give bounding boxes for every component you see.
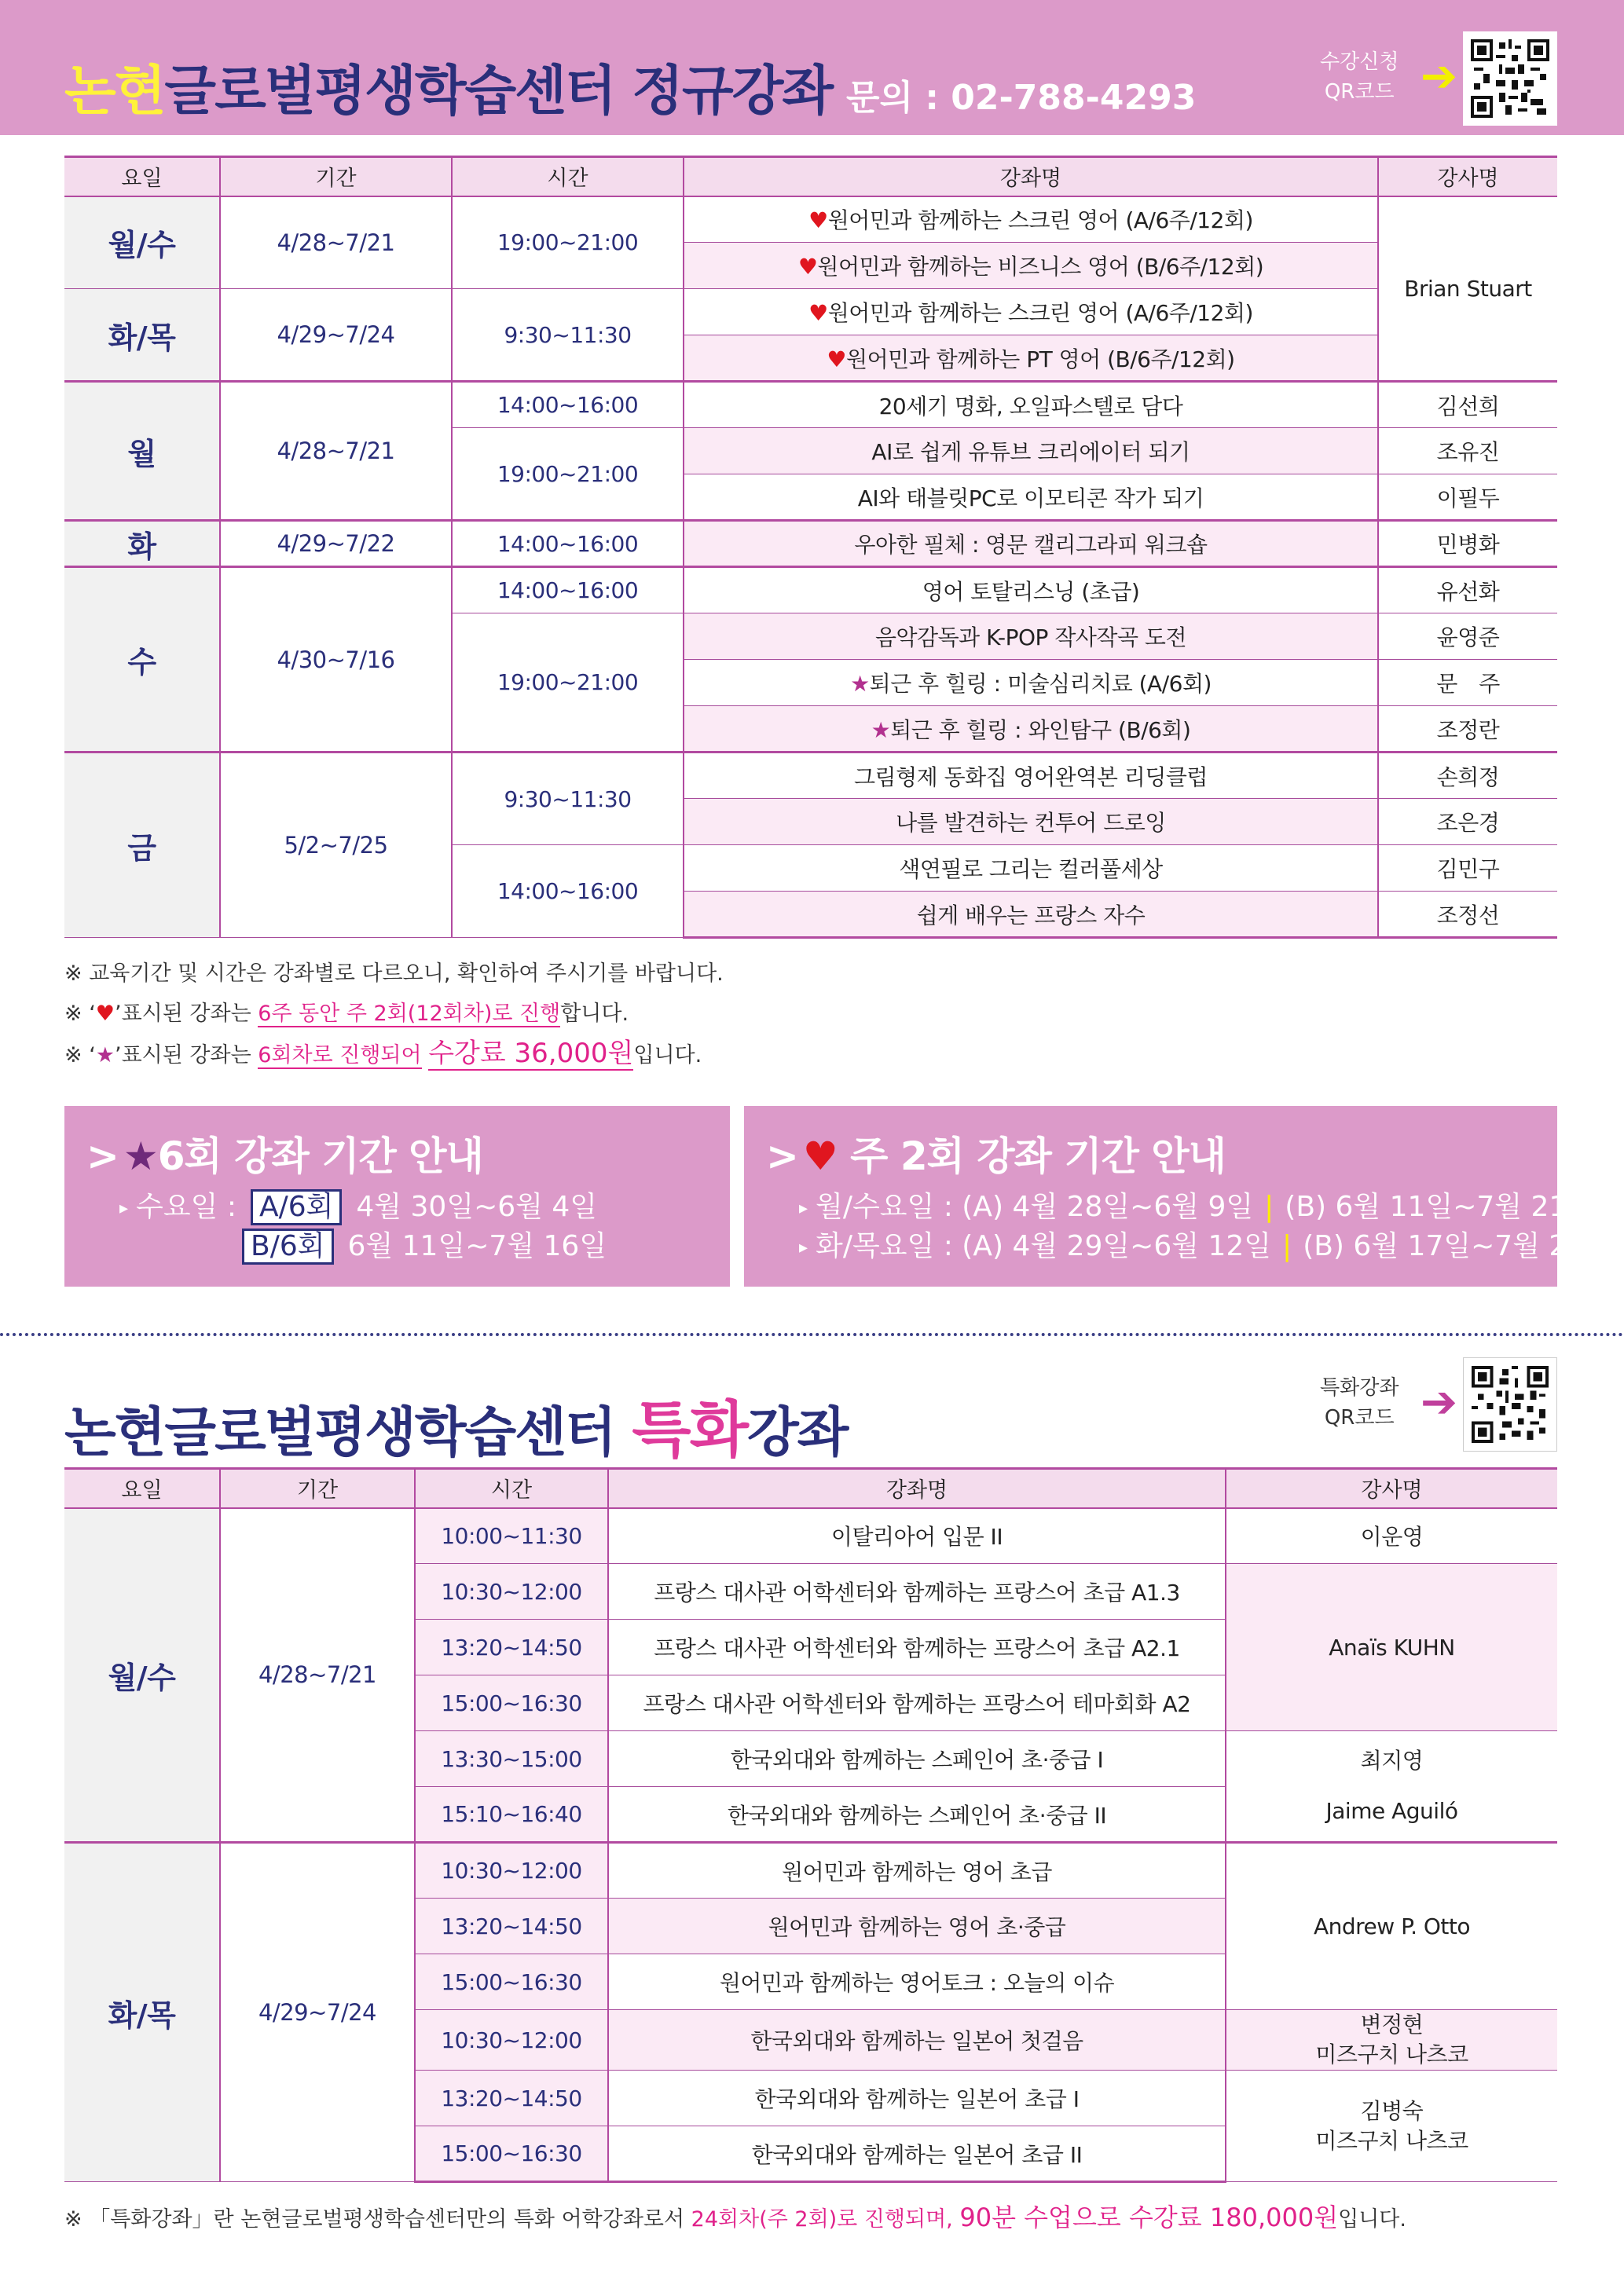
col-header-day: 요일	[64, 157, 220, 196]
course-cell: 한국외대와 함께하는 일본어 초급 II	[608, 2126, 1226, 2182]
title-rest: 글로벌평생학습센터 정규강좌	[164, 60, 833, 123]
time-cell: 14:00~16:00	[452, 567, 684, 613]
note-line: ※ 교육기간 및 시간은 강좌별로 다르오니, 확인하여 주시기를 바랍니다.	[64, 961, 724, 986]
instructor-cell: 문 주	[1378, 660, 1557, 706]
contact-phone: 문의 : 02-788-4293	[846, 78, 1197, 118]
info-title	[766, 1125, 1226, 1181]
info-line	[799, 1185, 1594, 1225]
note-text: ※ ‘	[64, 1002, 96, 1026]
period-cell: 4/29~7/24	[220, 289, 452, 382]
instructor-name: 미즈구치 나츠코	[1315, 2041, 1468, 2067]
instructor-name: 최지영	[1360, 1748, 1424, 1774]
period-cell: 4/30~7/16	[220, 567, 452, 753]
day-cell: 화/목	[64, 1843, 220, 2182]
time-cell: 15:00~16:30	[415, 1954, 608, 2010]
time-cell: 9:30~11:30	[452, 289, 684, 382]
qr-label-line-1: 특화강좌	[1320, 1376, 1399, 1400]
time-cell: 10:30~12:00	[415, 1564, 608, 1620]
course-cell: 나를 발견하는 컨투어 드로잉	[684, 799, 1378, 845]
note-text: 입니다.	[1338, 2207, 1406, 2232]
heart-icon: ♥	[827, 346, 847, 372]
qr-label-line-2: QR코드	[1324, 80, 1395, 104]
col-header-day: 요일	[64, 1469, 220, 1508]
info-range: (B) 6월 17일~7월 24일	[1303, 1230, 1612, 1262]
table-header-row	[64, 1469, 1557, 1508]
qr-label-special	[1320, 1373, 1399, 1433]
time-cell: 10:00~11:30	[415, 1508, 608, 1564]
instructor-cell: 유선화	[1378, 567, 1557, 613]
star-icon: ★	[871, 716, 891, 743]
star-icon: ★	[95, 1043, 115, 1067]
info-title-text: 6회 강좌 기간 안내	[157, 1133, 483, 1179]
regular-course-table	[64, 156, 1557, 939]
note-highlight: 24회차(주 2회)로 진행되며,	[691, 2207, 960, 2232]
course-cell: 프랑스 대사관 어학센터와 함께하는 프랑스어 초급 A1.3	[608, 1564, 1226, 1620]
course-cell: 이탈리아어 입문 II	[608, 1508, 1226, 1564]
note-fee: 90분 수업으로 수강료 180,000원	[959, 2203, 1339, 2232]
heart-icon: ♥	[802, 1133, 838, 1179]
course-cell: 프랑스 대사관 어학센터와 함께하는 프랑스어 초급 A2.1	[608, 1620, 1226, 1675]
period-cell: 4/28~7/21	[220, 196, 452, 289]
special-course-table	[64, 1467, 1557, 2183]
instructor-cell: 손희정	[1378, 753, 1557, 799]
course-cell: 색연필로 그리는 컬러풀세상	[684, 845, 1378, 892]
time-cell: 14:00~16:00	[452, 845, 684, 938]
star-icon: ★	[850, 671, 870, 697]
qr-label-registration	[1320, 47, 1399, 107]
instructor-cell: 김민구	[1378, 845, 1557, 892]
heart-icon: ♥	[808, 207, 828, 234]
star-icon: ★	[123, 1133, 158, 1179]
instructor-cell: 이필두	[1378, 474, 1557, 521]
chevron-right-icon: >	[766, 1133, 798, 1179]
course-cell: 20세기 명화, 오일파스텔로 담다	[684, 382, 1378, 428]
col-header-instructor: 강사명	[1378, 157, 1557, 196]
time-cell: 13:20~14:50	[415, 2071, 608, 2126]
chevron-right-icon: >	[86, 1133, 119, 1179]
instructor-cell: 조정란	[1378, 706, 1557, 753]
note-text: ’표시된 강좌는	[115, 1002, 258, 1026]
six-session-info-box	[64, 1106, 730, 1287]
course-cell	[684, 289, 1378, 335]
time-cell: 15:10~16:40	[415, 1787, 608, 1843]
instructor-cell: 조정선	[1378, 892, 1557, 938]
tag-b-6: B/6회	[242, 1229, 334, 1265]
period-cell: 5/2~7/25	[220, 753, 452, 938]
time-cell: 13:20~14:50	[415, 1899, 608, 1954]
table-row	[64, 567, 1557, 613]
special-section-title	[64, 1381, 847, 1469]
course-cell: 원어민과 함께하는 영어토크 : 오늘의 이슈	[608, 1954, 1226, 2010]
col-header-instructor: 강사명	[1226, 1469, 1557, 1508]
course-cell: 한국외대와 함께하는 스페인어 초·중급 I	[608, 1731, 1226, 1787]
qr-label-line-2: QR코드	[1324, 1406, 1395, 1430]
time-cell: 10:30~12:00	[415, 1843, 608, 1899]
info-range: (B) 6월 11일~7월 21일	[1285, 1191, 1595, 1223]
time-cell: 9:30~11:30	[452, 753, 684, 845]
instructor-cell: 조은경	[1378, 799, 1557, 845]
course-cell: 우아한 필체 : 영문 캘리그라피 워크숍	[684, 521, 1378, 567]
period-cell: 4/28~7/21	[220, 382, 452, 521]
info-line	[119, 1185, 597, 1225]
course-cell	[684, 660, 1378, 706]
instructor-cell: 이운영	[1226, 1508, 1557, 1564]
heart-icon: ♥	[797, 254, 818, 280]
arrow-right-icon: ➔	[1421, 51, 1457, 102]
course-name: 원어민과 함께하는 스크린 영어 (A/6주/12회)	[827, 207, 1253, 234]
instructor-name: Jaime Aguiló	[1325, 1798, 1458, 1824]
course-cell: 한국외대와 함께하는 일본어 첫걸음	[608, 2010, 1226, 2071]
time-cell: 19:00~21:00	[452, 196, 684, 289]
triangle-bullet-icon: ▸	[799, 1198, 808, 1218]
col-header-time: 시간	[415, 1469, 608, 1508]
table-row	[64, 753, 1557, 799]
title-post: 강좌	[746, 1402, 848, 1464]
day-cell: 화/목	[64, 289, 220, 382]
info-range: 화/목요일 : (A) 4월 29일~6월 12일	[816, 1230, 1272, 1262]
day-cell: 금	[64, 753, 220, 938]
course-cell: 한국외대와 함께하는 일본어 초급 I	[608, 2071, 1226, 2126]
time-cell: 14:00~16:00	[452, 382, 684, 428]
course-cell: 한국외대와 함께하는 스페인어 초·중급 II	[608, 1787, 1226, 1843]
qr-code-icon[interactable]	[1463, 31, 1557, 126]
heart-icon: ♥	[95, 1002, 115, 1026]
period-cell: 4/28~7/21	[220, 1508, 415, 1843]
note-highlight: 6회차로 진행되어	[258, 1043, 422, 1067]
day-cell: 수	[64, 567, 220, 753]
note-text: 입니다.	[633, 1043, 702, 1067]
course-cell: 그림형제 동화집 영어완역본 리딩클럽	[684, 753, 1378, 799]
qr-label-line-1: 수강신청	[1320, 50, 1399, 74]
time-cell: 19:00~21:00	[452, 428, 684, 521]
twice-weekly-info-box	[744, 1106, 1612, 1287]
time-cell: 13:20~14:50	[415, 1620, 608, 1675]
instructor-cell	[1226, 2071, 1557, 2182]
day-cell: 월/수	[64, 1508, 220, 1843]
col-header-time: 시간	[452, 157, 684, 196]
day-cell: 월/수	[64, 196, 220, 289]
heart-icon: ♥	[808, 300, 828, 326]
arrow-right-icon: ➔	[1421, 1377, 1457, 1428]
course-cell: 영어 토탈리스닝 (초급)	[684, 567, 1378, 613]
info-title-text: 주 2회 강좌 기간 안내	[850, 1133, 1226, 1179]
col-header-period: 기간	[220, 157, 452, 196]
col-header-period: 기간	[220, 1469, 415, 1508]
table-row	[64, 196, 1557, 243]
instructor-cell: Anaïs KUHN	[1226, 1564, 1557, 1731]
note-line	[64, 1034, 724, 1075]
info-range: 6월 11일~7월 16일	[347, 1230, 607, 1262]
instructor-name: 김병숙	[1360, 2097, 1424, 2124]
info-range: 월/수요일 : (A) 4월 28일~6월 9일	[816, 1191, 1254, 1223]
divider-bar: |	[1264, 1191, 1274, 1223]
time-cell: 13:30~15:00	[415, 1731, 608, 1787]
instructor-cell: Brian Stuart	[1378, 196, 1557, 382]
course-name: 퇴근 후 힐링 : 미술심리치료 (A/6회)	[869, 671, 1212, 697]
period-cell: 4/29~7/22	[220, 521, 452, 567]
instructor-cell: 조유진	[1378, 428, 1557, 474]
tag-a-6: A/6회	[251, 1189, 342, 1225]
divider-bar: |	[1282, 1230, 1292, 1262]
course-cell: 원어민과 함께하는 영어 초급	[608, 1843, 1226, 1899]
table-row	[64, 521, 1557, 567]
instructor-cell: 윤영준	[1378, 613, 1557, 660]
course-cell: 음악감독과 K-POP 작사작곡 도전	[684, 613, 1378, 660]
time-cell: 15:00~16:30	[415, 1675, 608, 1731]
time-cell: 10:30~12:00	[415, 2010, 608, 2071]
day-cell: 화	[64, 521, 220, 567]
course-cell: 프랑스 대사관 어학센터와 함께하는 프랑스어 테마회화 A2	[608, 1675, 1226, 1731]
course-cell	[684, 706, 1378, 753]
qr-code-icon[interactable]	[1463, 1357, 1557, 1452]
course-cell	[684, 335, 1378, 382]
instructor-name: 변정현	[1360, 2012, 1424, 2038]
course-cell: AI로 쉽게 유튜브 크리에이터 되기	[684, 428, 1378, 474]
info-day-label: 수요일 :	[136, 1191, 236, 1223]
bottom-note	[64, 2198, 1406, 2234]
col-header-course: 강좌명	[684, 157, 1378, 196]
time-cell: 19:00~21:00	[452, 613, 684, 753]
info-range: 4월 30일~6월 4일	[356, 1191, 598, 1223]
note-highlight: 6주 동안 주 2회(12회차)로 진행	[258, 1002, 561, 1026]
triangle-bullet-icon: ▸	[799, 1237, 808, 1258]
course-cell: AI와 태블릿PC로 이모티콘 작가 되기	[684, 474, 1378, 521]
title-highlight: 특화	[632, 1395, 747, 1466]
instructor-cell: Andrew P. Otto	[1226, 1843, 1557, 2010]
course-cell: 쉽게 배우는 프랑스 자수	[684, 892, 1378, 938]
info-line	[242, 1224, 607, 1265]
course-cell	[684, 196, 1378, 243]
table-header-row	[64, 157, 1557, 196]
course-name: 원어민과 함께하는 비즈니스 영어 (B/6주/12회)	[817, 254, 1264, 280]
period-cell: 4/29~7/24	[220, 1843, 415, 2182]
triangle-bullet-icon: ▸	[119, 1198, 129, 1218]
time-cell: 14:00~16:00	[452, 521, 684, 567]
title-pre: 논현글로벌평생학습센터	[64, 1402, 615, 1464]
table-row	[64, 289, 1557, 335]
table-row	[64, 382, 1557, 428]
col-header-course: 강좌명	[608, 1469, 1226, 1508]
day-cell: 월	[64, 382, 220, 521]
note-text: 합니다.	[560, 1002, 629, 1026]
note-text: ’표시된 강좌는	[115, 1043, 258, 1067]
table-row	[64, 1843, 1557, 1899]
instructor-cell	[1226, 2010, 1557, 2071]
course-cell: 원어민과 함께하는 영어 초·중급	[608, 1899, 1226, 1954]
notes	[64, 954, 724, 1075]
section-divider	[0, 1333, 1624, 1336]
instructor-cell: 민병화	[1378, 521, 1557, 567]
title-highlight: 논현	[64, 60, 165, 123]
time-cell: 15:00~16:30	[415, 2126, 608, 2182]
info-title	[86, 1125, 483, 1181]
note-text: ※ 「특화강좌」란 논현글로벌평생학습센터만의 특화 어학강좌로서	[64, 2207, 691, 2232]
instructor-cell	[1226, 1731, 1557, 1843]
info-line	[799, 1224, 1612, 1264]
note-text: ※ ‘	[64, 1043, 96, 1067]
course-name: 퇴근 후 힐링 : 와인탐구 (B/6회)	[890, 716, 1191, 743]
note-fee: 수강료 36,000원	[428, 1038, 634, 1069]
note-line	[64, 994, 724, 1034]
instructor-cell: 김선희	[1378, 382, 1557, 428]
table-row	[64, 1508, 1557, 1564]
course-name: 원어민과 함께하는 PT 영어 (B/6주/12회)	[846, 346, 1235, 372]
course-name: 원어민과 함께하는 스크린 영어 (A/6주/12회)	[827, 300, 1253, 326]
course-cell	[684, 243, 1378, 289]
page-title	[64, 49, 1196, 125]
instructor-name: 미즈구치 나츠코	[1315, 2127, 1468, 2154]
